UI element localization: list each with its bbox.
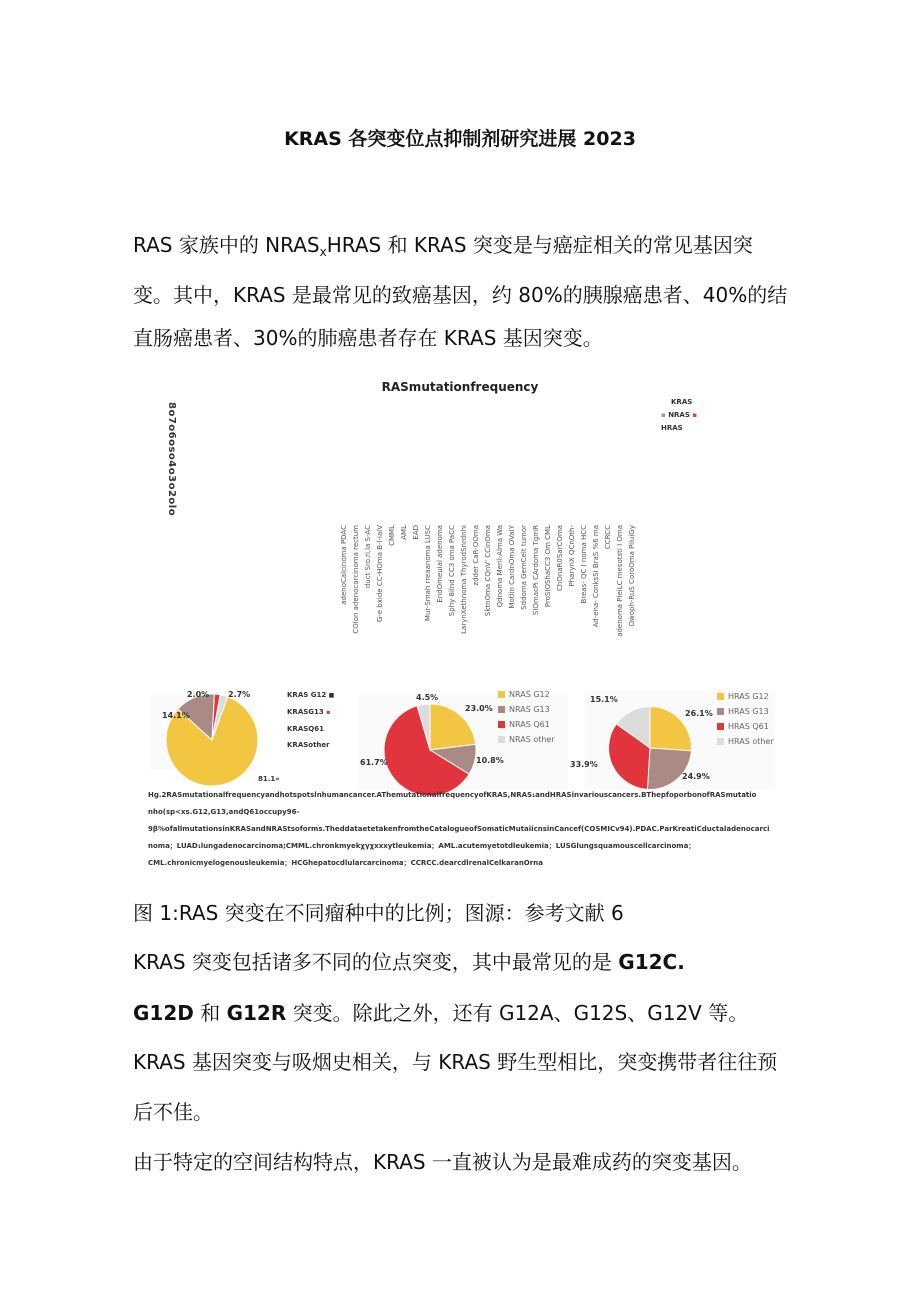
x-axis-label: Qdnoma Meril-Alma Wa bbox=[496, 525, 504, 608]
kras-pie bbox=[162, 690, 262, 790]
paragraph-kras-mutations bbox=[133, 946, 813, 975]
hras-legend-g12: HRAS G12 bbox=[717, 692, 769, 701]
nras-label-4: 61.7% bbox=[360, 758, 388, 767]
x-axis-label: Owoph-RuS CoroOma PiluiGy bbox=[628, 525, 636, 627]
hras-label-4: 33.9% bbox=[570, 760, 598, 769]
nras-label-1: 4.5% bbox=[416, 693, 439, 702]
x-axis-label: G-e bxide CC-HOma B-l-iaiV bbox=[376, 525, 384, 623]
hras-slice-g13 bbox=[647, 748, 691, 789]
x-axis-label: AML bbox=[400, 525, 408, 540]
caption-line-5: CML.chronicmyelogenousleukemia；HCGhepatocdlularcarcinoma；CCRCC.dearcdlrenalCelkaranOrna bbox=[148, 859, 543, 867]
legend-kras: KRAS bbox=[671, 398, 693, 406]
nras-label-2: 23.0% bbox=[465, 704, 493, 713]
document-title: KRAS 各突变位点抑制剂研究进展 2023 bbox=[284, 128, 636, 150]
kras-pie-legend: KRAS G12 ■ KRASG13 ▪ KRASQ61 KRASother bbox=[287, 687, 334, 753]
x-axis-label: zdder CaR-OOma bbox=[472, 525, 480, 586]
x-axis-label: COlon adenocarcinoma rectum bbox=[352, 525, 360, 634]
x-axis-label: ProSIOShaCC3 Om CML bbox=[544, 525, 552, 608]
x-axis-label: duct Sro.ri,la S-AC bbox=[364, 525, 372, 589]
hras-label-1: 15.1% bbox=[590, 695, 618, 704]
kras-label-4: 81.1« bbox=[258, 775, 280, 783]
para3-line1: KRAS 基因突变与吸烟史相关，与 KRAS 野生型相比，突变携带者往往预 bbox=[133, 1050, 778, 1074]
pie-charts-panel bbox=[150, 685, 780, 795]
nras-legend-g13: NRAS G13 bbox=[498, 705, 550, 714]
x-axis-label: CMML bbox=[388, 525, 396, 546]
para1-line2: 变。其中，KRAS 是最常见的致癌基因，约 80%的胰腺癌患者、40%的结 bbox=[133, 283, 788, 307]
x-axis-label: CCRCC bbox=[604, 525, 612, 550]
x-axis-label: Mur-Smah rreaanoma LUSC bbox=[424, 525, 432, 622]
legend-hras: HRAS bbox=[661, 424, 683, 432]
para2-text-a: KRAS 突变包括诸多不同的位点突变，其中最常见的是 bbox=[133, 950, 619, 974]
para2-g12c: G12C. bbox=[618, 950, 685, 974]
para1-line1a: RAS 家族中的 NRAS bbox=[133, 233, 320, 257]
x-axis-label: Sddoma GemCelt tumor bbox=[520, 525, 528, 610]
x-axis-label: Motlin CardnOma OVaIY bbox=[508, 525, 516, 609]
x-axis-label: PharynX QCnOth- bbox=[568, 525, 576, 587]
para1-line1b: HRAS 和 KRAS 突变是与癌症相关的常见基因突 bbox=[326, 233, 753, 257]
caption-line-2: nho(sp<xs.G12,G13,andQ61occupy96- bbox=[148, 808, 300, 816]
nras-legend-other: NRAS other bbox=[498, 735, 555, 744]
kras-legend-g12: KRAS G12 bbox=[287, 691, 327, 699]
kras-legend-other: KRASother bbox=[287, 741, 330, 749]
x-axis-label: SIOmacPi CArdoma TgmR bbox=[532, 525, 540, 616]
x-axis-label: Breas- QC I noma HCC bbox=[580, 525, 588, 604]
paragraph-druggability: 由于特定的空间结构特点，KRAS 一直被认为是最难成药的突变基因。 bbox=[133, 1150, 752, 1174]
x-axis-label: EndOmeuial adenoma bbox=[436, 525, 444, 603]
kras-label-1: 2.0% bbox=[187, 690, 210, 699]
kras-label-2: 2.7% bbox=[228, 690, 251, 699]
caption-line-4: noma；LUAD₁lungadenocarcinoma;CMML.chronkmyekχγχxxxytleukemia；AML.acutemyetotdleukemia；LUSGlungsquamouscellcarcinoma； bbox=[148, 842, 696, 850]
nras-pie bbox=[380, 700, 480, 800]
figure-caption: 图 1:RAS 突变在不同瘤种中的比例；图源：参考文献 6 bbox=[133, 901, 624, 925]
hras-label-3: 24.9% bbox=[682, 772, 710, 781]
x-axis-label: EAD bbox=[412, 525, 420, 540]
para2-text-rest: 突变。除此之外，还有 G12A、G12S、G12V 等。 bbox=[286, 1001, 749, 1025]
paragraph-ras-family bbox=[133, 224, 793, 360]
kras-label-3: 14.1% bbox=[162, 711, 190, 720]
legend-nras: NRAS bbox=[668, 411, 690, 419]
para2-text-and: 和 bbox=[193, 1001, 227, 1025]
x-axis-label: adenoCalcinoma PDAC bbox=[340, 525, 348, 605]
caption-line-1: Hg.2RASmutationalfrequencyandhotspotslnhumancancer.AThemutationalfrequencyofKRAS,NRAS₁andHRASinvariouscancers.BThepfoporbonofRASmutatio bbox=[148, 791, 757, 799]
x-axis-label: SktnOma CQnV' CCinOma bbox=[484, 525, 492, 617]
para3-line2: 后不佳。 bbox=[133, 1100, 213, 1124]
nras-legend-g12: NRAS G12 bbox=[498, 690, 550, 699]
x-axis-label: Ad-ena- ConksSi BraS %6 ma bbox=[592, 525, 600, 628]
x-axis-label: adenoma PleiLC mesotsti I Oma bbox=[616, 525, 624, 637]
caption-line-3: 9β%ofallmutationsinKRASandNRAStsoforms.TheddataetetakenfromtheCatalogueofSomaticMutaiicnsinCancef(COSMICv94).PDAC.ParKreatiCductaladenocarci bbox=[148, 825, 770, 833]
hras-legend-g13: HRAS G13 bbox=[717, 707, 769, 716]
nras-label-3: 10.8% bbox=[476, 756, 504, 765]
figure-legend: KRAS ▪ NRAS ▪ HRAS bbox=[661, 396, 697, 435]
figure-source-caption bbox=[148, 787, 798, 872]
x-axis-labels bbox=[340, 525, 650, 655]
x-axis-label: LarynXethnoma ThyrodSnrdnhi bbox=[460, 525, 468, 634]
nras-legend-q61: NRAS Q61 bbox=[498, 720, 550, 729]
hras-legend-q61: HRAS Q61 bbox=[717, 722, 769, 731]
x-axis-label: Sphy 8ilnd CC3 oma PaCC bbox=[448, 525, 456, 617]
x-axis-label: ChOnaR0SarCOma bbox=[556, 525, 564, 591]
kras-legend-g13: KRASG13 bbox=[287, 708, 324, 716]
para2-g12d: G12D bbox=[133, 1001, 194, 1025]
y-axis-labels: 8o7o6oso4o3o2olo bbox=[166, 402, 177, 517]
para2-g12r: G12R bbox=[226, 1001, 287, 1025]
para1-subscript: x bbox=[319, 245, 327, 259]
figure-title: RASmutationfrequency bbox=[381, 380, 539, 394]
para1-line3: 直肠癌患者、30%的肺癌患者存在 KRAS 基因突变。 bbox=[133, 326, 603, 350]
hras-legend-other: HRAS other bbox=[717, 737, 774, 746]
kras-legend-q61: KRASQ61 bbox=[287, 725, 324, 733]
paragraph-kras-mutations-cont bbox=[133, 997, 813, 1026]
hras-label-2: 26.1% bbox=[685, 709, 713, 718]
